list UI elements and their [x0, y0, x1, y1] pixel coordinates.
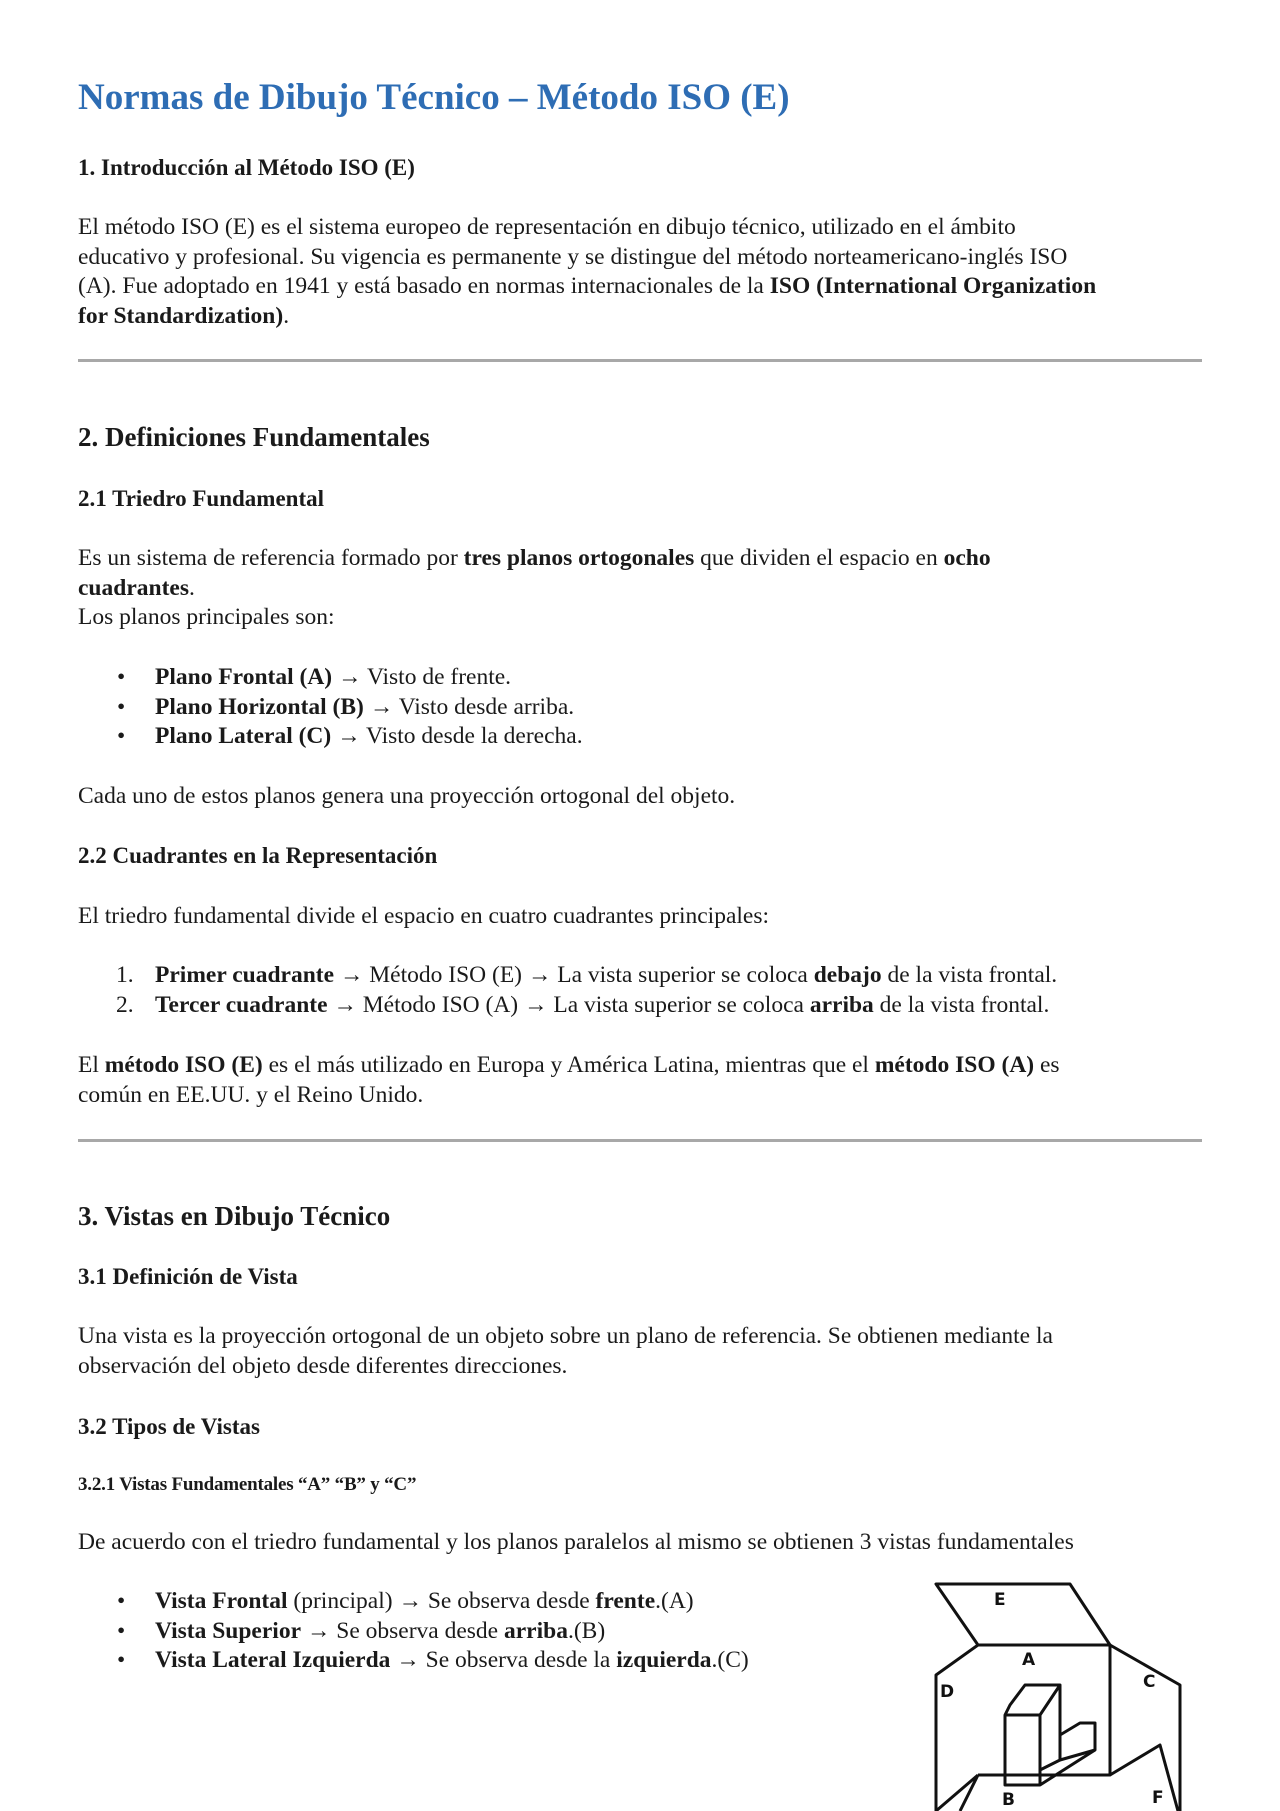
paragraph-line: Es un sistema de referencia formado por tres planos ortogonales que dividen el espacio en ocho	[78, 545, 991, 571]
bullet: •	[117, 1647, 126, 1673]
plane-c	[1110, 1645, 1180, 1811]
paragraph-line: Cada uno de estos planos genera una proyección ortogonal del objeto.	[78, 783, 736, 809]
label-d: D	[940, 1682, 955, 1702]
subsection-3-2-heading: 3.2 Tipos de Vistas	[78, 1414, 260, 1439]
paragraph-line: for Standardization).	[78, 302, 290, 329]
box-drawing	[936, 1584, 1180, 1811]
paragraph-line: El método ISO (E) es el sistema europeo de representación en dibujo técnico, utilizado en el ámbito	[78, 214, 1016, 240]
paragraph-line: educativo y profesional. Su vigencia es permanente y se distingue del método norteamericano-inglés ISO	[78, 243, 1068, 270]
list-item: • Plano Horizontal (B) → Visto desde arriba.	[78, 693, 583, 723]
subsection-3-2-1-heading: 3.2.1 Vistas Fundamentales “A” “B” y “C”	[78, 1474, 417, 1495]
plane-f	[1110, 1745, 1178, 1811]
paragraph-line: El método ISO (E) es el más utilizado en Europa y América Latina, mientras que el método ISO (A) es	[78, 1052, 1060, 1078]
list-item: • Plano Lateral (C) → Visto desde la derecha.	[78, 722, 583, 752]
plane-b-edge	[960, 1775, 978, 1811]
horizontal-rule	[78, 1139, 1202, 1142]
list-item: • Vista Superior → Se observa desde arriba.(B)	[78, 1617, 749, 1647]
object-top-edge	[1040, 1685, 1060, 1715]
subsection-2-2-heading: 2.2 Cuadrantes en la Representación	[78, 843, 438, 868]
triedro-box-figure	[930, 1575, 1195, 1811]
paragraph-line: común en EE.UU. y el Reino Unido.	[78, 1081, 424, 1108]
paragraph-line: Una vista es la proyección ortogonal de un objeto sobre un plano de referencia. Se obtienen mediante la	[78, 1323, 1053, 1349]
section-1-heading: 1. Introducción al Método ISO (E)	[78, 155, 415, 180]
subsection-2-1-heading: 2.1 Triedro Fundamental	[78, 486, 324, 511]
bullet: •	[117, 664, 126, 690]
list-item: • Vista Lateral Izquierda → Se observa desde la izquierda.(C)	[78, 1646, 749, 1676]
bullet: •	[117, 693, 126, 720]
label-b: B	[1002, 1790, 1015, 1810]
subsection-3-1-heading: 3.1 Definición de Vista	[78, 1264, 298, 1289]
bullet: •	[117, 1588, 126, 1614]
horizontal-rule	[78, 359, 1202, 362]
paragraph-line: De acuerdo con el triedro fundamental y los planos paralelos al mismo se obtienen 3 vistas fundamentales	[78, 1529, 1074, 1555]
plane-d-edge	[936, 1775, 978, 1811]
paragraph-line: El triedro fundamental divide el espacio en cuatro cuadrantes principales:	[78, 903, 770, 929]
paragraph-line: observación del objeto desde diferentes direcciones.	[78, 1352, 568, 1379]
list-item: • Plano Frontal (A) → Visto de frente.	[78, 663, 583, 693]
bullet: •	[117, 723, 126, 749]
bullet: •	[117, 1617, 126, 1644]
planes-list	[78, 663, 583, 752]
list-item: • Vista Frontal (principal) → Se observa desde frente.(A)	[78, 1587, 749, 1617]
label-a: A	[1022, 1650, 1036, 1670]
paragraph-line: cuadrantes.	[78, 574, 195, 601]
views-list	[78, 1587, 749, 1676]
section-3-heading: 3. Vistas en Dibujo Técnico	[78, 1201, 391, 1231]
document-title: Normas de Dibujo Técnico – Método ISO (E)	[78, 77, 790, 118]
list-number: 1.	[116, 962, 134, 988]
section-2-heading: 2. Definiciones Fundamentales	[78, 422, 430, 452]
paragraph-line: Los planos principales son:	[78, 604, 335, 630]
plane-e	[936, 1584, 1110, 1645]
label-f: F	[1152, 1788, 1164, 1808]
object-step-edge	[1040, 1735, 1060, 1770]
label-e: E	[994, 1590, 1006, 1610]
quadrants-list	[78, 961, 1057, 1020]
label-c: C	[1143, 1672, 1156, 1692]
paragraph-line: (A). Fue adoptado en 1941 y está basado en normas internacionales de la ISO (International Organization	[78, 273, 1097, 299]
list-item: 2. Tercer cuadrante → Método ISO (A) → La vista superior se coloca arriba de la vista frontal.	[78, 991, 1057, 1021]
list-item: 1. Primer cuadrante → Método ISO (E) → La vista superior se coloca debajo de la vista frontal.	[78, 961, 1057, 991]
list-number: 2.	[116, 991, 134, 1018]
